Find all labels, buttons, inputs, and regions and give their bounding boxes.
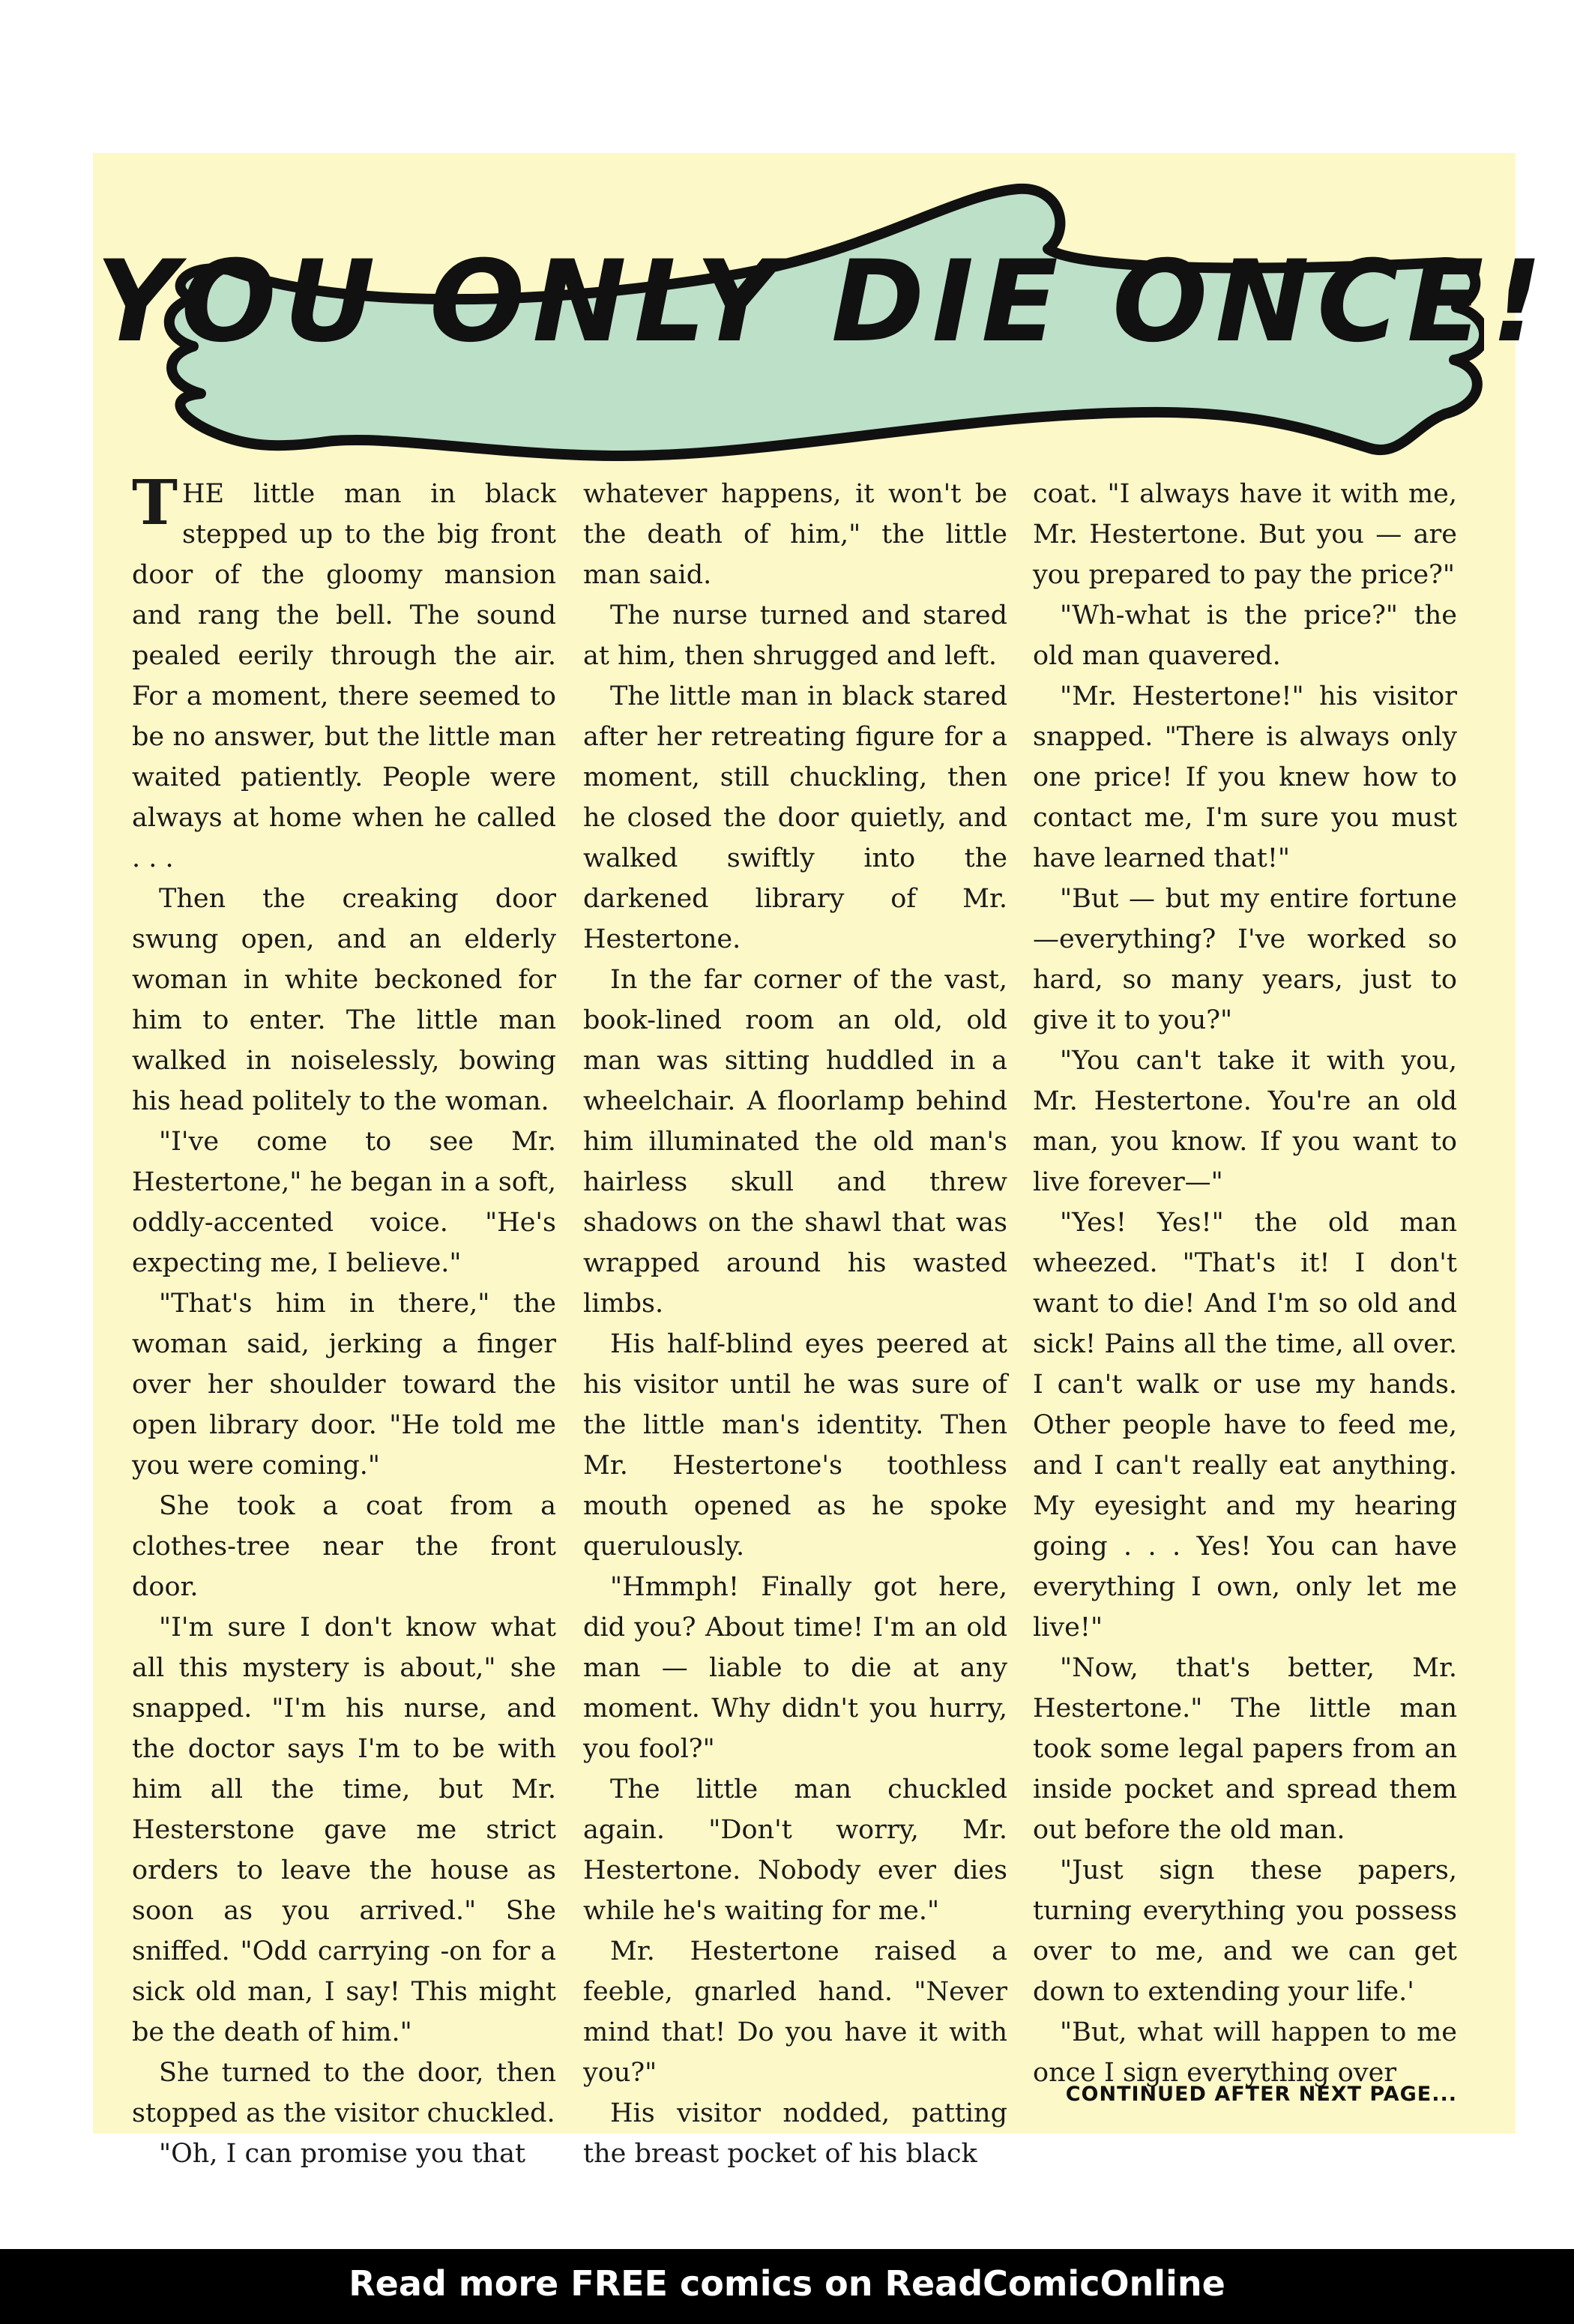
paragraph: She turned to the door, then stopped as the visitor chuckled. (132, 2058, 556, 2128)
paragraph: "Hmmph! Finally got here, did you? About time! I'm an old man — liable to die at any moment. Why didn't you hurry, you fool?" (583, 1572, 1007, 1764)
paragraph: "Now, that's better, Mr. Hestertone." The little man took some legal papers from an inside pocket and spread them out before the old man. (1033, 1653, 1457, 1845)
paragraph: His visitor nodded, patting the breast pocket of his black (583, 2098, 1007, 2169)
drop-cap: T (132, 467, 178, 539)
paragraph: "But — but my entire fortune —everything? I've worked so hard, so many years, just to give it to you?" (1033, 884, 1457, 1035)
text-column-2 (583, 474, 1007, 2174)
paragraph: She took a coat from a clothes-tree near the front door. (132, 1491, 556, 1602)
footer-banner[interactable]: Read more FREE comics on ReadComicOnline (0, 2249, 1574, 2324)
paragraph: "Oh, I can promise you that (159, 2139, 526, 2169)
paragraph: Mr. Hestertone raised a feeble, gnarled hand. "Never mind that! Do you have it with you?" (583, 1936, 1007, 2088)
paragraph: "I'm sure I don't know what all this mystery is about," she snapped. "I'm his nurse, and the doctor says I'm to be with him all the time, but Mr. Hesterstone gave me strict orders to leave the house as soon as you arrived." She sniffed. "Odd carrying -on for a sick old man, I say! This might be the death of him." (132, 1613, 556, 2047)
text-column-1 (132, 467, 556, 2174)
paragraph: In the far corner of the vast, book-lined room an old, old man was sitting huddled in a wheelchair. A floorlamp behind him illuminated the old man's hairless skull and threw shadows on the shawl that was wrapped around his wasted limbs. (583, 965, 1007, 1319)
paragraph: "Yes! Yes!" the old man wheezed. "That's it! I don't want to die! And I'm so old and sick! Pains all the time, all over. I can't walk or use my hands. Other people have to feed me, and I can't really eat anything. My eyesight and my hearing going . . . Yes! You can have everything I own, only let me live!" (1033, 1208, 1457, 1643)
paragraph: The little man chuckled again. "Don't worry, Mr. Hestertone. Nobody ever dies while he's waiting for me." (583, 1774, 1007, 1926)
title-banner (96, 150, 1550, 465)
continued-note: CONTINUED AFTER NEXT PAGE... (1065, 2083, 1457, 2106)
paragraph: coat. "I always have it with me, Mr. Hestertone. But you — are you prepared to pay the price?" (1033, 479, 1457, 590)
paragraph: "But, what will happen to me once I sign everything over (1033, 2017, 1457, 2088)
paragraph: "That's him in there," the woman said, jerking a finger over her shoulder toward the open library door. "He told me you were coming." (132, 1289, 556, 1481)
paragraph: "Just sign these papers, turning everything you possess over to me, and we can get down to extending your life.' (1033, 1855, 1457, 2007)
paragraph: "You can't take it with you, Mr. Hestertone. You're an old man, you know. If you want to live forever—" (1033, 1046, 1457, 1197)
paragraph: whatever happens, it won't be the death of him," the little man said. (583, 479, 1007, 590)
paragraph: "I've come to see Mr. Hestertone," he began in a soft, oddly-accented voice. "He's expecting me, I believe." (132, 1127, 556, 1278)
paragraph: THE little man in black stepped up to the big front door of the gloomy mansion and rang the bell. The sound pealed eerily through the air. For a moment, there seemed to be no answer, but the little man waited patiently. People were always at home when he called . . . (132, 467, 556, 873)
paragraph: The nurse turned and stared at him, then shrugged and left. (583, 600, 1007, 671)
paragraph: His half-blind eyes peered at his visitor until he was sure of the little man's identity. Then Mr. Hestertone's toothless mouth opened as he spoke querulously. (583, 1329, 1007, 1562)
paragraph: The little man in black stared after her retreating figure for a moment, still chuckling, then he closed the door quietly, and walked swiftly into the darkened library of Mr. Hestertone. (583, 681, 1007, 954)
text-column-3 (1033, 474, 1457, 2093)
paragraph: Then the creaking door swung open, and an elderly woman in white beckoned for him to enter. The little man walked in noiselessly, bowing his head politely to the woman. (132, 884, 556, 1116)
paragraph: "Wh-what is the price?" the old man quavered. (1033, 600, 1457, 671)
story-title: YOU ONLY DIE ONCE! (96, 237, 1550, 367)
paragraph: "Mr. Hestertone!" his visitor snapped. "There is always only one price! If you knew how to contact me, I'm sure you must have learned that!" (1033, 681, 1457, 873)
